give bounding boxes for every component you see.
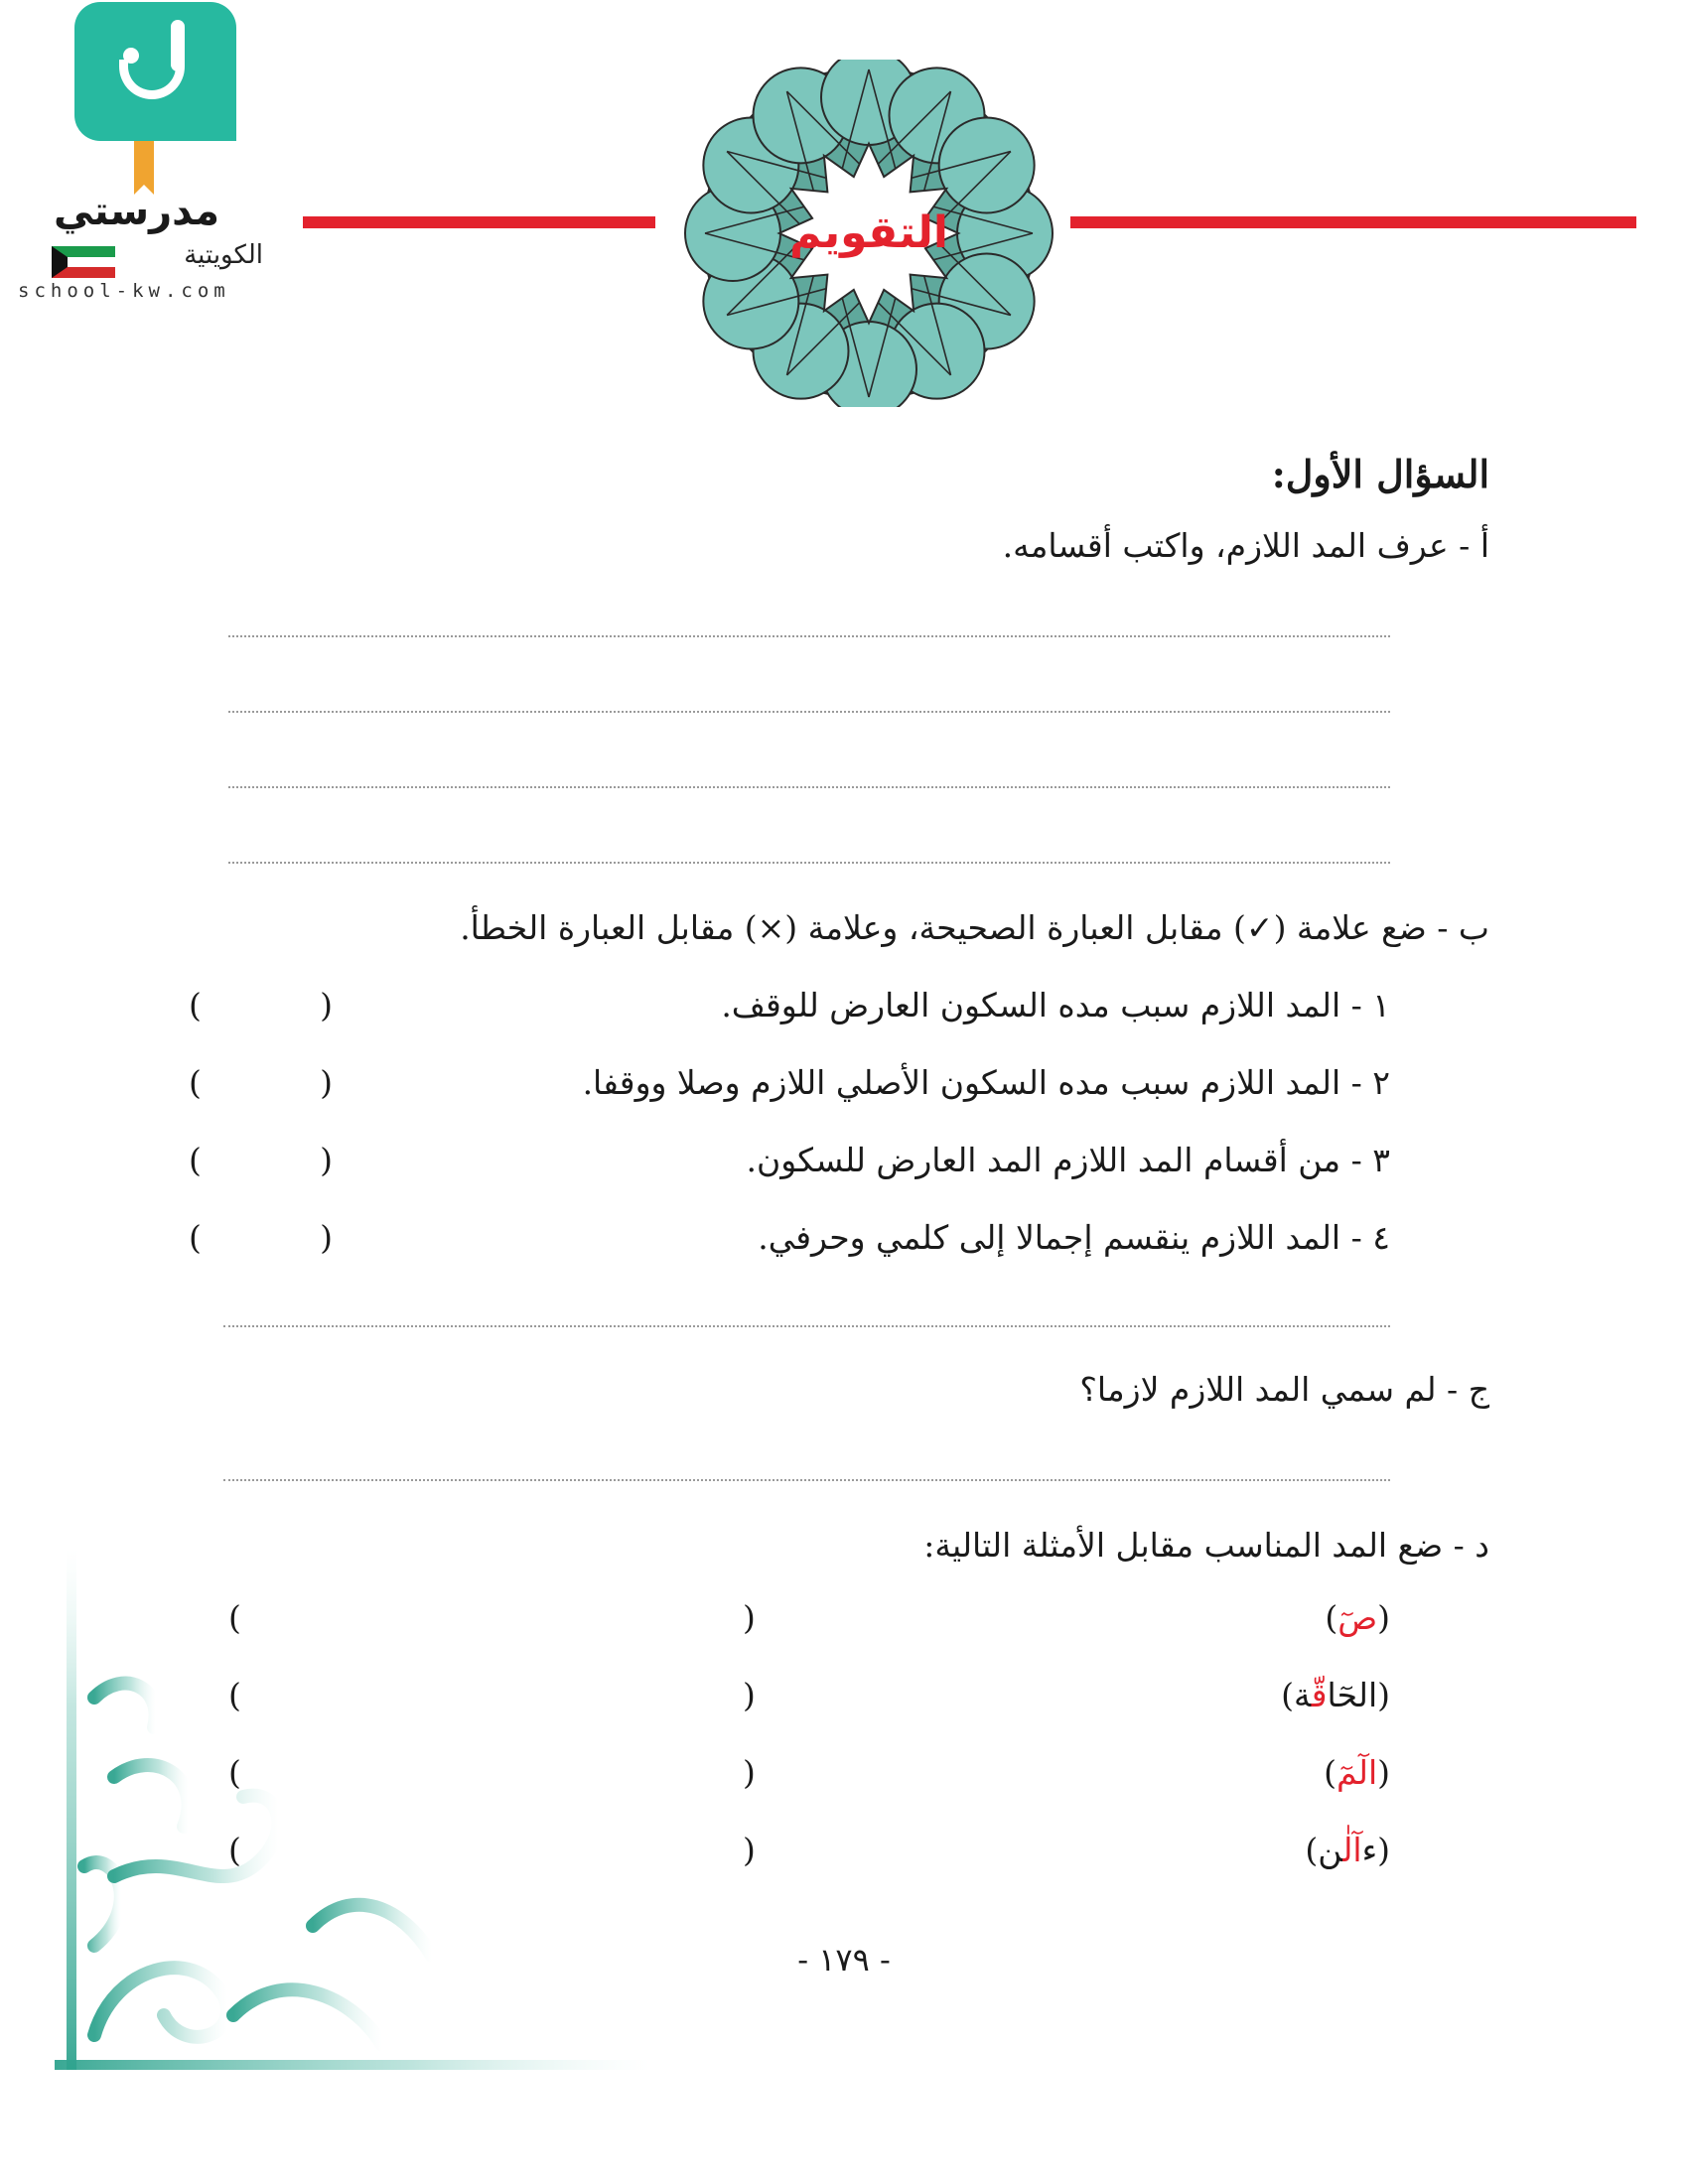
answer-paren-close: ) [743, 1676, 756, 1714]
part-d-text: ضع المد المناسب مقابل الأمثلة التالية: [923, 1526, 1444, 1565]
paren-close: ) [320, 1141, 333, 1179]
word-part: ة [1294, 1676, 1312, 1714]
answer-line[interactable] [228, 786, 1390, 788]
word-highlight: صٓ [1337, 1598, 1378, 1637]
paren-close: ) [1324, 1753, 1336, 1792]
paren-open: ( [189, 1141, 202, 1179]
part-b-text: ضع علامة (✓) مقابل العبارة الصحيحة، وعلامة (×) مقابل العبارة الخطأ. [460, 908, 1427, 947]
part-b-letter: ب [1458, 908, 1489, 947]
tf-item-number: ٣ [1372, 1141, 1390, 1179]
dash: - [1447, 1370, 1459, 1409]
header-rule-right [1070, 216, 1636, 228]
part-d-letter: د [1475, 1526, 1489, 1565]
tf-item-number: ٤ [1372, 1218, 1390, 1257]
kuwait-flag-icon [52, 246, 115, 278]
part-a-text: عرف المد اللازم، واكتب أقسامه. [1002, 526, 1449, 565]
paren-open: ( [1377, 1831, 1390, 1869]
dash: - [1350, 1063, 1362, 1102]
paren-open: ( [189, 986, 202, 1024]
dash: - [1453, 1526, 1465, 1565]
logo-bookmark-icon [134, 141, 154, 185]
paren-open: ( [189, 1218, 202, 1257]
paren-close: ) [1305, 1831, 1319, 1869]
part-c-letter: ج [1468, 1370, 1489, 1409]
answer-line[interactable] [223, 1325, 1390, 1327]
header-title: التقويم [789, 207, 948, 258]
word-part: ء [1361, 1831, 1378, 1869]
part-a [695, 526, 1489, 565]
tf-item-number: ١ [1372, 986, 1390, 1024]
paren-open: ( [1377, 1598, 1390, 1637]
tf-item [496, 1141, 1390, 1179]
answer-paren-open: ( [228, 1831, 241, 1869]
example-word [1092, 1753, 1390, 1792]
tf-item [496, 986, 1390, 1024]
answer-paren-close: ) [743, 1753, 756, 1792]
word-part: الحٓا [1327, 1676, 1378, 1714]
word-part: ن [1318, 1831, 1343, 1869]
tf-answer-box[interactable] [189, 1141, 333, 1179]
tf-item-text: المد اللازم سبب مده السكون العارض للوقف. [721, 986, 1341, 1024]
tf-answer-box[interactable] [189, 1063, 333, 1102]
example-word [1092, 1598, 1390, 1637]
paren-close: ) [320, 1218, 333, 1257]
part-c-text: لم سمي المد اللازم لازما؟ [1079, 1370, 1437, 1409]
paren-close: ) [1325, 1598, 1338, 1637]
page-number: - ١٧٩ - [797, 1941, 891, 1979]
tf-item [397, 1063, 1390, 1102]
paren-open: ( [1377, 1676, 1390, 1714]
paren-open: ( [1377, 1753, 1390, 1792]
part-c [695, 1370, 1489, 1409]
answer-paren-close: ) [743, 1598, 756, 1637]
tf-answer-box[interactable] [189, 1218, 333, 1257]
tf-item-text: من أقسام المد اللازم المد العارض للسكون. [746, 1141, 1341, 1179]
logo-url: school-kw.com [18, 280, 230, 302]
header-emblem [665, 60, 1072, 407]
answer-paren-open: ( [228, 1676, 241, 1714]
answer-line[interactable] [223, 1479, 1390, 1481]
part-b [328, 908, 1489, 947]
paren-close: ) [320, 1063, 333, 1102]
example-word [1092, 1831, 1390, 1869]
tf-answer-box[interactable] [189, 986, 333, 1024]
word-highlight: قّ [1311, 1676, 1328, 1714]
answer-line[interactable] [228, 635, 1390, 637]
header-rule-left [303, 216, 655, 228]
paren-close: ) [1281, 1676, 1295, 1714]
tf-item [496, 1218, 1390, 1257]
dash: - [1350, 1218, 1362, 1257]
emblem-petal [939, 118, 1035, 213]
example-word [1092, 1676, 1390, 1714]
word-highlight: الٓمٓ [1336, 1753, 1378, 1792]
word-highlight: آلٰ [1342, 1831, 1362, 1869]
tf-item-text: المد اللازم ينقسم إجمالا إلى كلمي وحرفي. [758, 1218, 1341, 1257]
dash: - [1459, 526, 1471, 565]
answer-paren-close: ) [743, 1831, 756, 1869]
tf-item-text: المد اللازم سبب مده السكون الأصلي اللازم وصلا ووقفا. [582, 1063, 1341, 1102]
logo-name: مدرستي [53, 189, 220, 234]
dash: - [1350, 986, 1362, 1024]
answer-line[interactable] [228, 711, 1390, 713]
logo-subtitle: الكويتية [184, 240, 263, 270]
corner-ornament [55, 1549, 650, 2075]
question-title: السؤال الأول: [1271, 452, 1489, 496]
part-d [695, 1526, 1489, 1565]
answer-paren-open: ( [228, 1598, 241, 1637]
dash: - [1350, 1141, 1362, 1179]
part-a-letter: أ [1479, 526, 1489, 565]
tf-item-number: ٢ [1372, 1063, 1390, 1102]
dash: - [1437, 908, 1449, 947]
paren-close: ) [320, 986, 333, 1024]
answer-line[interactable] [228, 862, 1390, 864]
paren-open: ( [189, 1063, 202, 1102]
answer-paren-open: ( [228, 1753, 241, 1792]
